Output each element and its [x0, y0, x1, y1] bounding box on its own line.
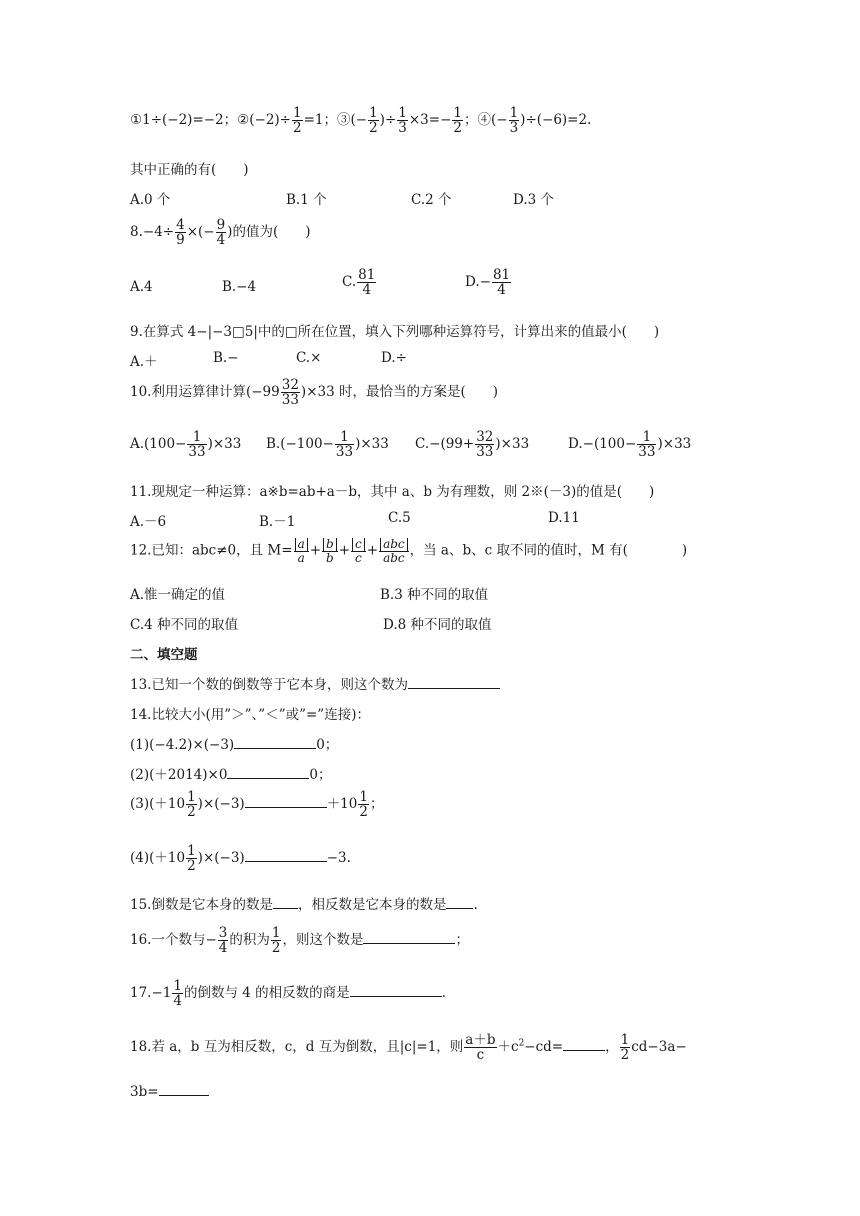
q7-option-c[interactable]: C.2 个 — [411, 192, 452, 208]
answer-blank[interactable] — [446, 896, 473, 909]
q9-option-d[interactable]: D.÷ — [381, 350, 407, 366]
q17: 17.−1 $\frac{1}{4}$ 的倒数与 4 的相反数的商是 . — [130, 978, 446, 1010]
section-heading: 二、填空题 — [130, 647, 198, 663]
q9-option-b[interactable]: B.− — [213, 350, 239, 366]
q12-stem: 12.已知：abc≠0，且 M= $\frac{a}{a}$ + $\frac{b}{b}$ + $\frac{c}{c}$ + $\frac{\text{abc}}{\text{abc}}$ ，当 a、b、c 取不同的值时，M 有( ) — [130, 537, 688, 565]
q8-option-c[interactable]: C. $\frac{81}{4}$ — [342, 267, 376, 299]
fraction: $\frac{1}{3}$ — [398, 105, 407, 137]
fraction: $\frac{1}{4}$ — [173, 978, 182, 1010]
fraction: $\frac{1}{3}$ — [509, 105, 519, 137]
answer-blank[interactable] — [363, 931, 455, 944]
q10-option-b[interactable]: B.(−100− $\frac{1}{33}$ )×33 — [266, 429, 389, 461]
q14-part4: (4)(＋10 $\frac{1}{2}$ )×(−3) −3. — [130, 843, 351, 875]
q9-option-c[interactable]: C.× — [296, 350, 322, 366]
q7-option-b[interactable]: B.1 个 — [286, 192, 327, 208]
answer-blank[interactable] — [245, 849, 327, 862]
answer-blank[interactable] — [408, 676, 500, 689]
fraction: $\frac{1}{33}$ — [335, 429, 354, 461]
answer-blank[interactable] — [159, 1083, 209, 1096]
q14-stem: 14.比较大小(用”＞”、”＜”或”=”连接)： — [130, 707, 370, 723]
fraction: $\frac{1}{2}$ — [293, 105, 302, 137]
fraction: $\frac{1}{2}$ — [620, 1032, 630, 1064]
q10-option-a[interactable]: A.(100− $\frac{1}{33}$ )×33 — [130, 429, 242, 461]
q16: 16.一个数与− $\frac{3}{4}$ 的积为 $\frac{1}{2}$ ，则这个数是 ； — [130, 925, 469, 957]
answer-blank[interactable] — [245, 795, 327, 808]
fraction: $\frac{\text{abc}}{\text{abc}}$ — [379, 538, 409, 564]
q11-option-b[interactable]: B.－1 — [259, 514, 296, 530]
fraction: $\frac{b}{b}$ — [322, 538, 338, 564]
q8-option-b[interactable]: B.−4 — [222, 279, 257, 295]
q7-option-d[interactable]: D.3 个 — [513, 192, 555, 208]
q9-option-a[interactable]: A.＋ — [130, 354, 158, 370]
q9-stem: 9.在算式 4−|−3□5|中的□所在位置，填入下列哪种运算符号，计算出来的值最小( ) — [130, 324, 660, 340]
q14-part1: (1)(−4.2)×(−3) 0； — [130, 737, 339, 753]
q10-stem: 10.利用运算律计算(−99 $\frac{32}{33}$ )×33 时，最恰当的方案是( ) — [130, 377, 499, 409]
q10-option-c[interactable]: C.−(99+ $\frac{32}{33}$ )×33 — [415, 429, 530, 461]
q15: 15.倒数是它本身的数是 ，相反数是它本身的数是 . — [130, 897, 478, 913]
q8-option-d[interactable]: D.− $\frac{81}{4}$ — [465, 267, 511, 299]
fraction: $\frac{1}{2}$ — [453, 105, 462, 137]
answer-blank[interactable] — [350, 984, 442, 997]
q12-option-a[interactable]: A.惟一确定的值 — [130, 587, 226, 603]
q11-stem: 11.现规定一种运算：a※b=ab+a－b，其中 a、b 为有理数，则 2※(－3)的值是( ) — [130, 484, 655, 500]
fraction: $\frac{3}{4}$ — [218, 925, 228, 957]
fraction: $\frac{81}{4}$ — [358, 267, 376, 299]
q14-part2: (2)(＋2014)×0 0； — [130, 767, 332, 783]
fraction: $\frac{32}{33}$ — [476, 429, 494, 461]
answer-blank[interactable] — [273, 896, 298, 909]
q11-option-a[interactable]: A.－6 — [130, 514, 167, 530]
fraction: $\frac{1}{33}$ — [188, 429, 206, 461]
fraction: $\frac{a+b}{c}$ — [465, 1032, 496, 1064]
fraction: $\frac{1}{2}$ — [187, 789, 196, 821]
fraction: $\frac{1}{2}$ — [359, 789, 368, 821]
fraction: $\frac{81}{4}$ — [492, 267, 511, 299]
answer-blank[interactable] — [234, 736, 316, 749]
q11-option-d[interactable]: D.11 — [548, 510, 580, 526]
q12-option-c[interactable]: C.4 种不同的取值 — [130, 617, 239, 633]
fraction: $\frac{9}{4}$ — [216, 217, 226, 249]
q7-stem: 其中正确的有( ) — [130, 162, 249, 178]
fraction: $\frac{4}{9}$ — [176, 217, 185, 249]
fraction: $\frac{1}{2}$ — [271, 925, 281, 957]
fraction: $\frac{1}{2}$ — [369, 105, 378, 137]
fraction: $\frac{1}{2}$ — [187, 843, 196, 875]
q8-option-a[interactable]: A.4 — [130, 279, 153, 295]
answer-blank[interactable] — [227, 766, 309, 779]
q12-option-b[interactable]: B.3 种不同的取值 — [380, 587, 489, 603]
q8-stem: 8.−4÷ $\frac{4}{9}$ ×(− $\frac{9}{4}$ )的值为( ) — [130, 217, 311, 249]
q10-option-d[interactable]: D.−(100− $\frac{1}{33}$ )×33 — [568, 429, 692, 461]
fraction: $\frac{32}{33}$ — [281, 377, 299, 409]
q11-option-c[interactable]: C.5 — [388, 510, 411, 526]
q13: 13.已知一个数的倒数等于它本身，则这个数为 — [130, 673, 500, 693]
fraction: $\frac{c}{c}$ — [351, 538, 366, 564]
fraction: $\frac{a}{a}$ — [294, 538, 309, 564]
q18: 18.若 a，b 互为相反数，c，d 互为倒数，且|c|=1，则 $\frac{a+b}{c}$ $+c^2-cd=$ ， $\frac{1}{2}$ cd−3a− — [130, 1032, 687, 1064]
answer-blank[interactable] — [563, 1038, 605, 1051]
q18-continued: 3b= — [130, 1083, 209, 1100]
q7-statements: ①1÷(−2)=−2；②(−2)÷ $\frac{1}{2}$ =1；③(− $\frac{1}{2}$ )÷ $\frac{1}{3}$ ×3=− $\frac{1}{2}$ ；④(− $\frac{1}{3}$ )÷(−6)=2. — [130, 105, 592, 137]
fraction: $\frac{1}{33}$ — [638, 429, 656, 461]
q12-option-d[interactable]: D.8 种不同的取值 — [383, 617, 492, 633]
q14-part3: (3)(＋10 $\frac{1}{2}$ )×(−3) ＋10 $\frac{1}{2}$ ； — [130, 789, 384, 821]
q7-option-a[interactable]: A.0 个 — [130, 192, 171, 208]
